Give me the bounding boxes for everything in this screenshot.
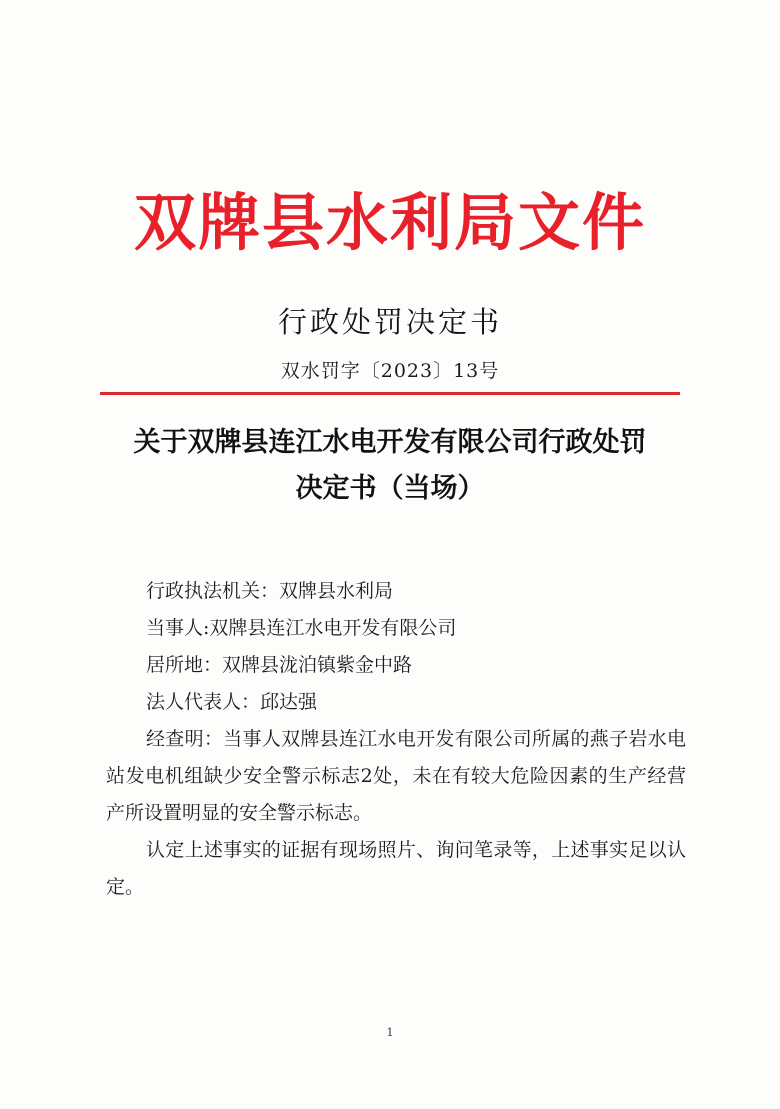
document-title-line-1: 关于双牌县连江水电开发有限公司行政处罚 <box>133 427 647 458</box>
field-value: 双牌县泷泊镇紫金中路 <box>222 654 413 676</box>
document-title-line-2: 决定书（当场） <box>295 473 485 504</box>
field-value: 双牌县水利局 <box>279 580 394 602</box>
red-divider-line <box>100 392 680 395</box>
field-enforcement-agency <box>106 573 686 610</box>
field-label: 当事人: <box>146 617 210 639</box>
document-number: 双水罚字〔2023〕13号 <box>280 360 500 382</box>
document-body <box>106 573 686 906</box>
page-number: 1 <box>386 1026 394 1039</box>
field-value: 邱达强 <box>260 691 318 713</box>
field-label: 行政执法机关： <box>146 580 280 602</box>
field-legal-representative <box>106 684 686 721</box>
findings-paragraph: 经查明：当事人双牌县连江水电开发有限公司所属的燕子岩水电站发电机组缺少安全警示标志2处，未在有较大危险因素的生产经营产所设置明显的安全警示标志。 <box>106 728 686 824</box>
field-label: 法人代表人： <box>146 691 261 713</box>
field-value: 双牌县连江水电开发有限公司 <box>209 617 457 639</box>
field-address <box>106 647 686 684</box>
evidence-paragraph: 认定上述事实的证据有现场照片、询问笔录等，上述事实足以认定。 <box>106 839 686 898</box>
field-label: 居所地： <box>146 654 223 676</box>
document-type: 行政处罚决定书 <box>277 305 502 339</box>
masthead-title: 双牌县水利局文件 <box>133 186 646 259</box>
document-title <box>60 420 720 512</box>
field-party <box>106 610 686 647</box>
